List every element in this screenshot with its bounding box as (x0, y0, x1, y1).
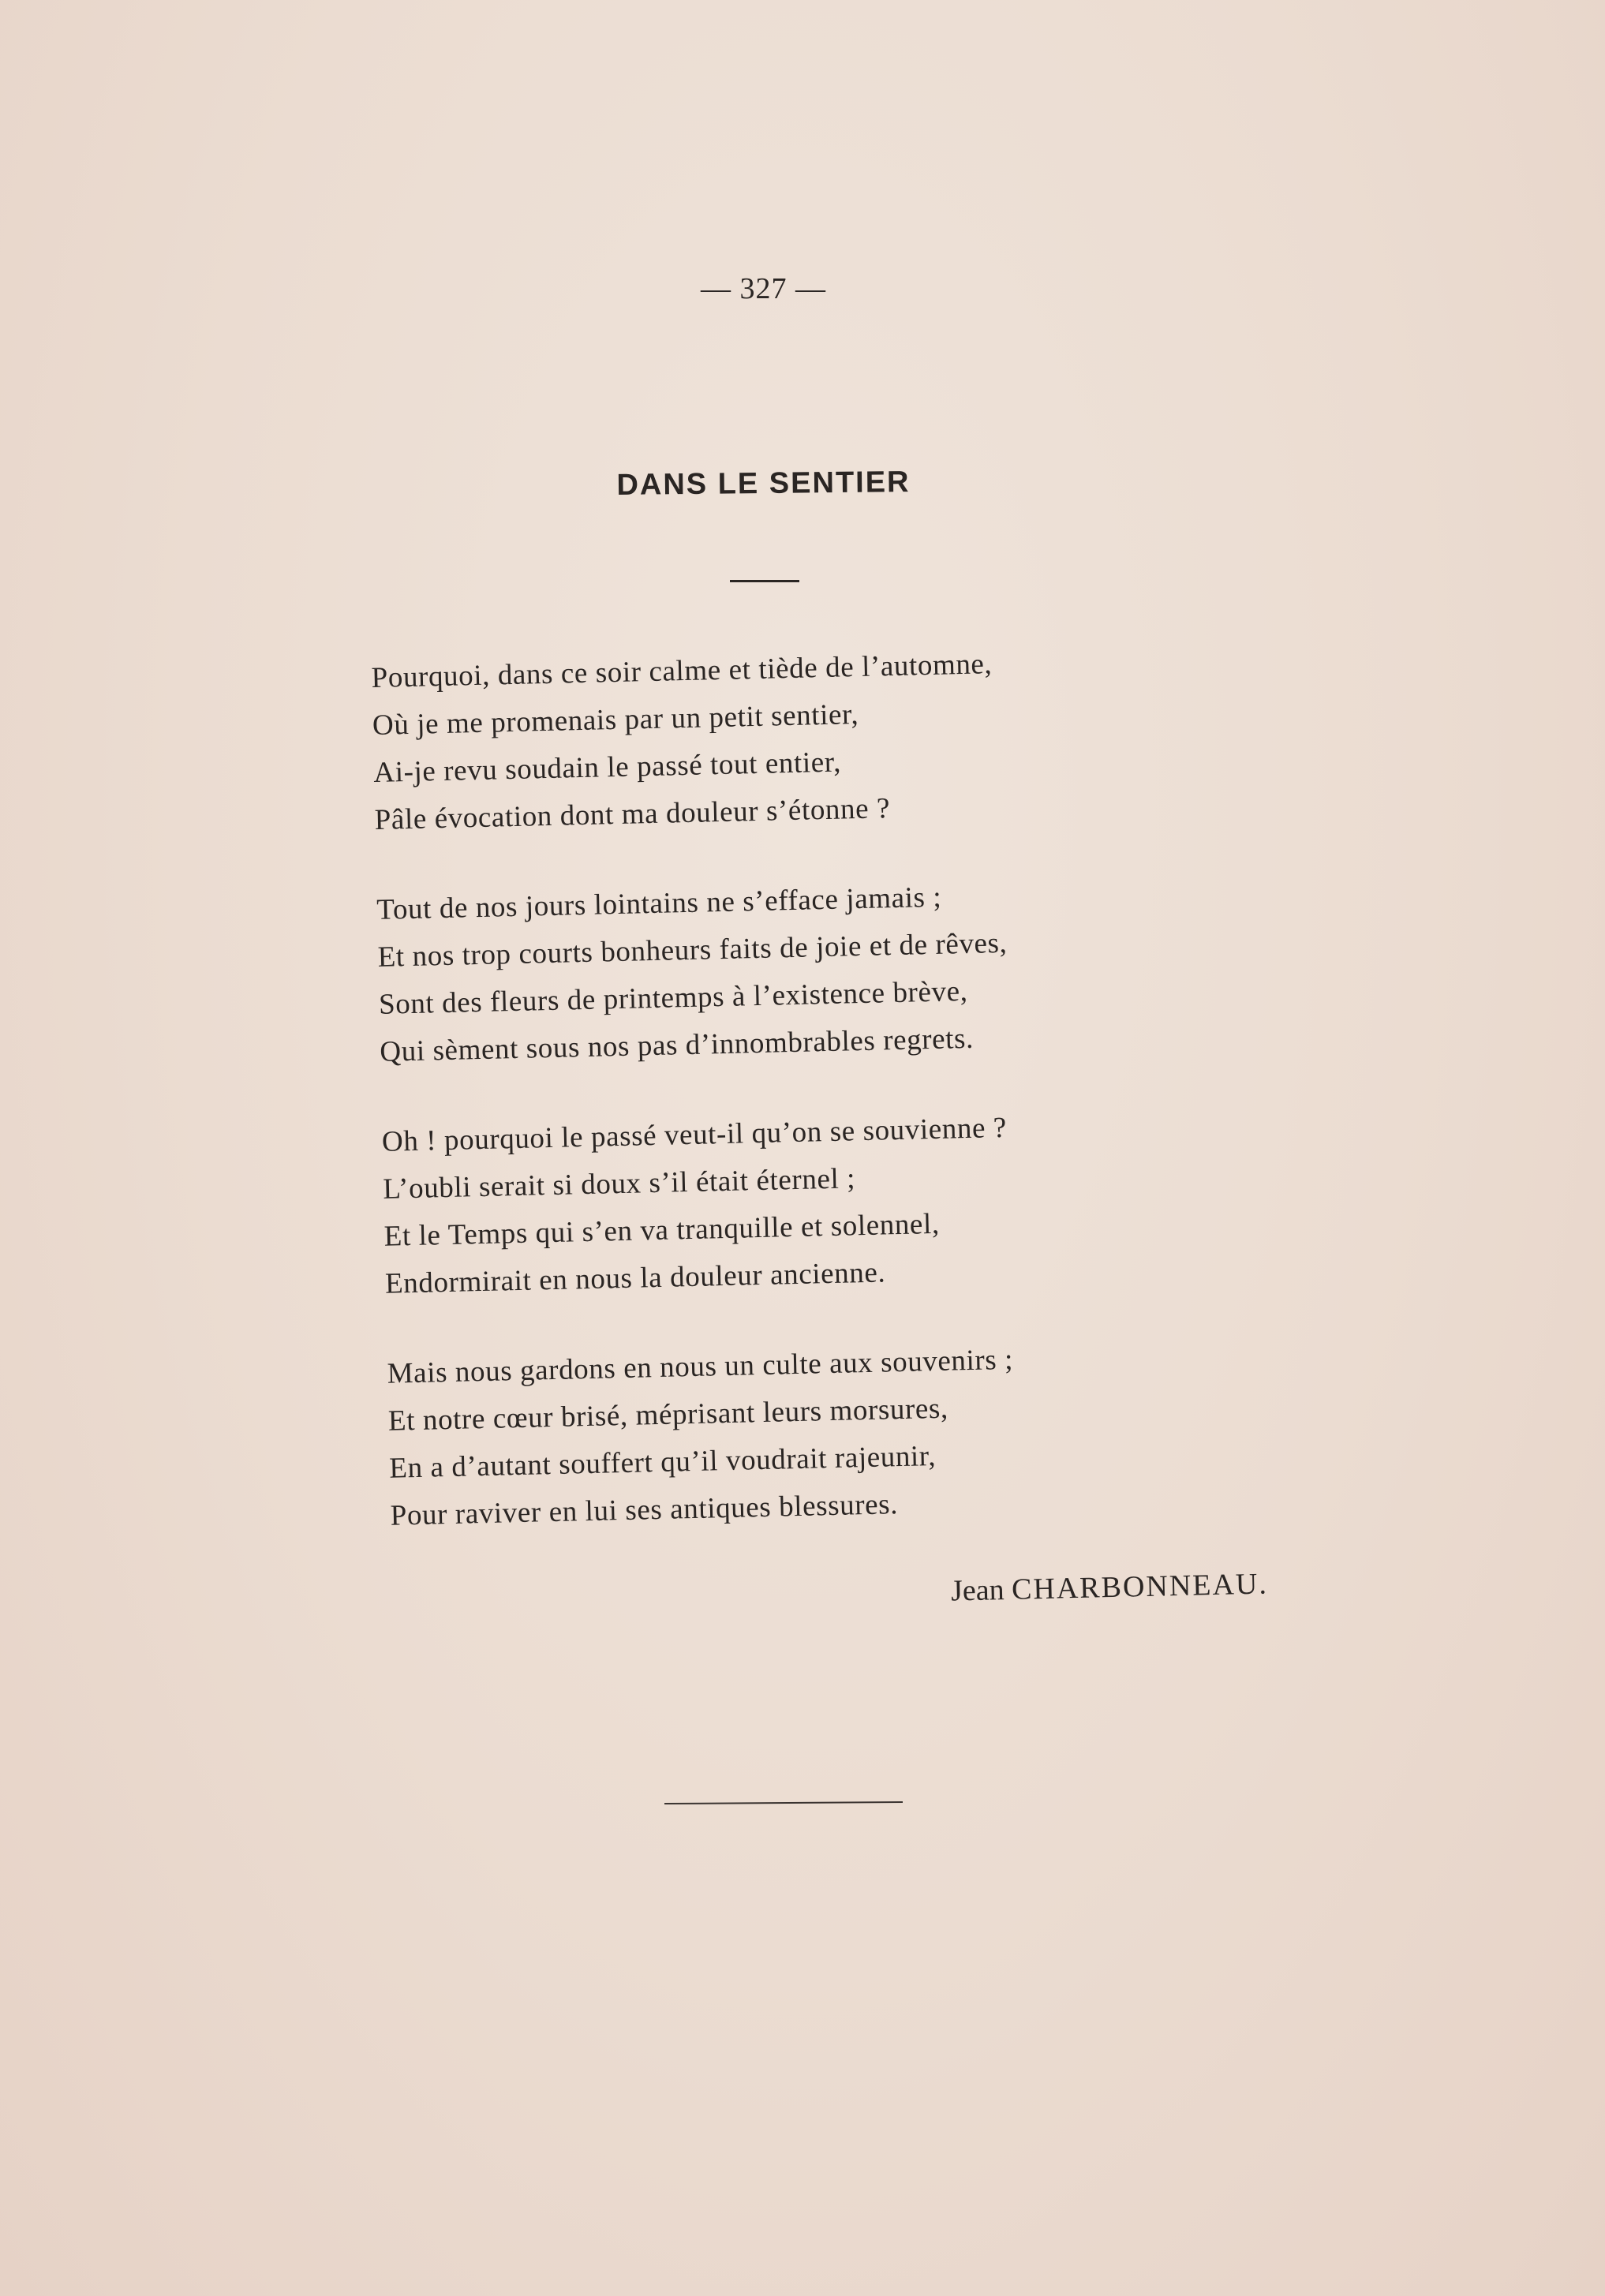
end-divider (664, 1801, 903, 1804)
verse-line: L’oubli serait si doux s’il était éternel ; (382, 1162, 856, 1206)
page-number: — 327 — (701, 272, 826, 305)
verse-line: Où je me promenais par un petit sentier, (372, 697, 859, 742)
verse-line: Pour raviver en lui ses antiques blessures. (390, 1488, 899, 1532)
stanza-1 (371, 635, 1227, 843)
verse-line: Pourquoi, dans ce soir calme et tiède de l’automne, (371, 648, 993, 694)
author-first-name: Jean (950, 1573, 1005, 1608)
verse-line: Qui sèment sous nos pas d’innombrables regrets. (379, 1022, 975, 1068)
verse-line: En a d’autant souffert qu’il voudrait rajeunir, (388, 1440, 937, 1485)
verse-line: Et nos trop courts bonheurs faits de joie et de rêves, (377, 926, 1008, 974)
verse-line: Ai-je revu soudain le passé tout entier, (372, 746, 842, 789)
verse-line: Sont des fleurs de printemps à l’existence brève, (378, 974, 968, 1021)
verse-line: Et notre cœur brisé, méprisant leurs morsures, (387, 1392, 949, 1438)
verse-line: Oh ! pourquoi le passé veut-il qu’on se souvienne ? (381, 1111, 1008, 1158)
verse-line: Tout de nos jours lointains ne s’efface jamais ; (376, 881, 942, 926)
verse-line: Et le Temps qui s’en va tranquille et solennel, (383, 1207, 941, 1253)
verse-line: Mais nous gardons en nous un culte aux souvenirs ; (387, 1343, 1014, 1390)
poem-body (371, 635, 1244, 1582)
author-signature (951, 1566, 1269, 1608)
verse-line: Endormirait en nous la douleur ancienne. (384, 1256, 886, 1300)
stanza-4 (387, 1331, 1243, 1539)
author-last-name: CHARBONNEAU. (1011, 1567, 1269, 1606)
stanza-3 (381, 1099, 1237, 1307)
stanza-2 (376, 867, 1233, 1075)
verse-line: Pâle évocation dont ma douleur s’étonne ? (374, 792, 891, 836)
poem-title: DANS LE SENTIER (616, 466, 911, 502)
title-divider (730, 580, 799, 582)
